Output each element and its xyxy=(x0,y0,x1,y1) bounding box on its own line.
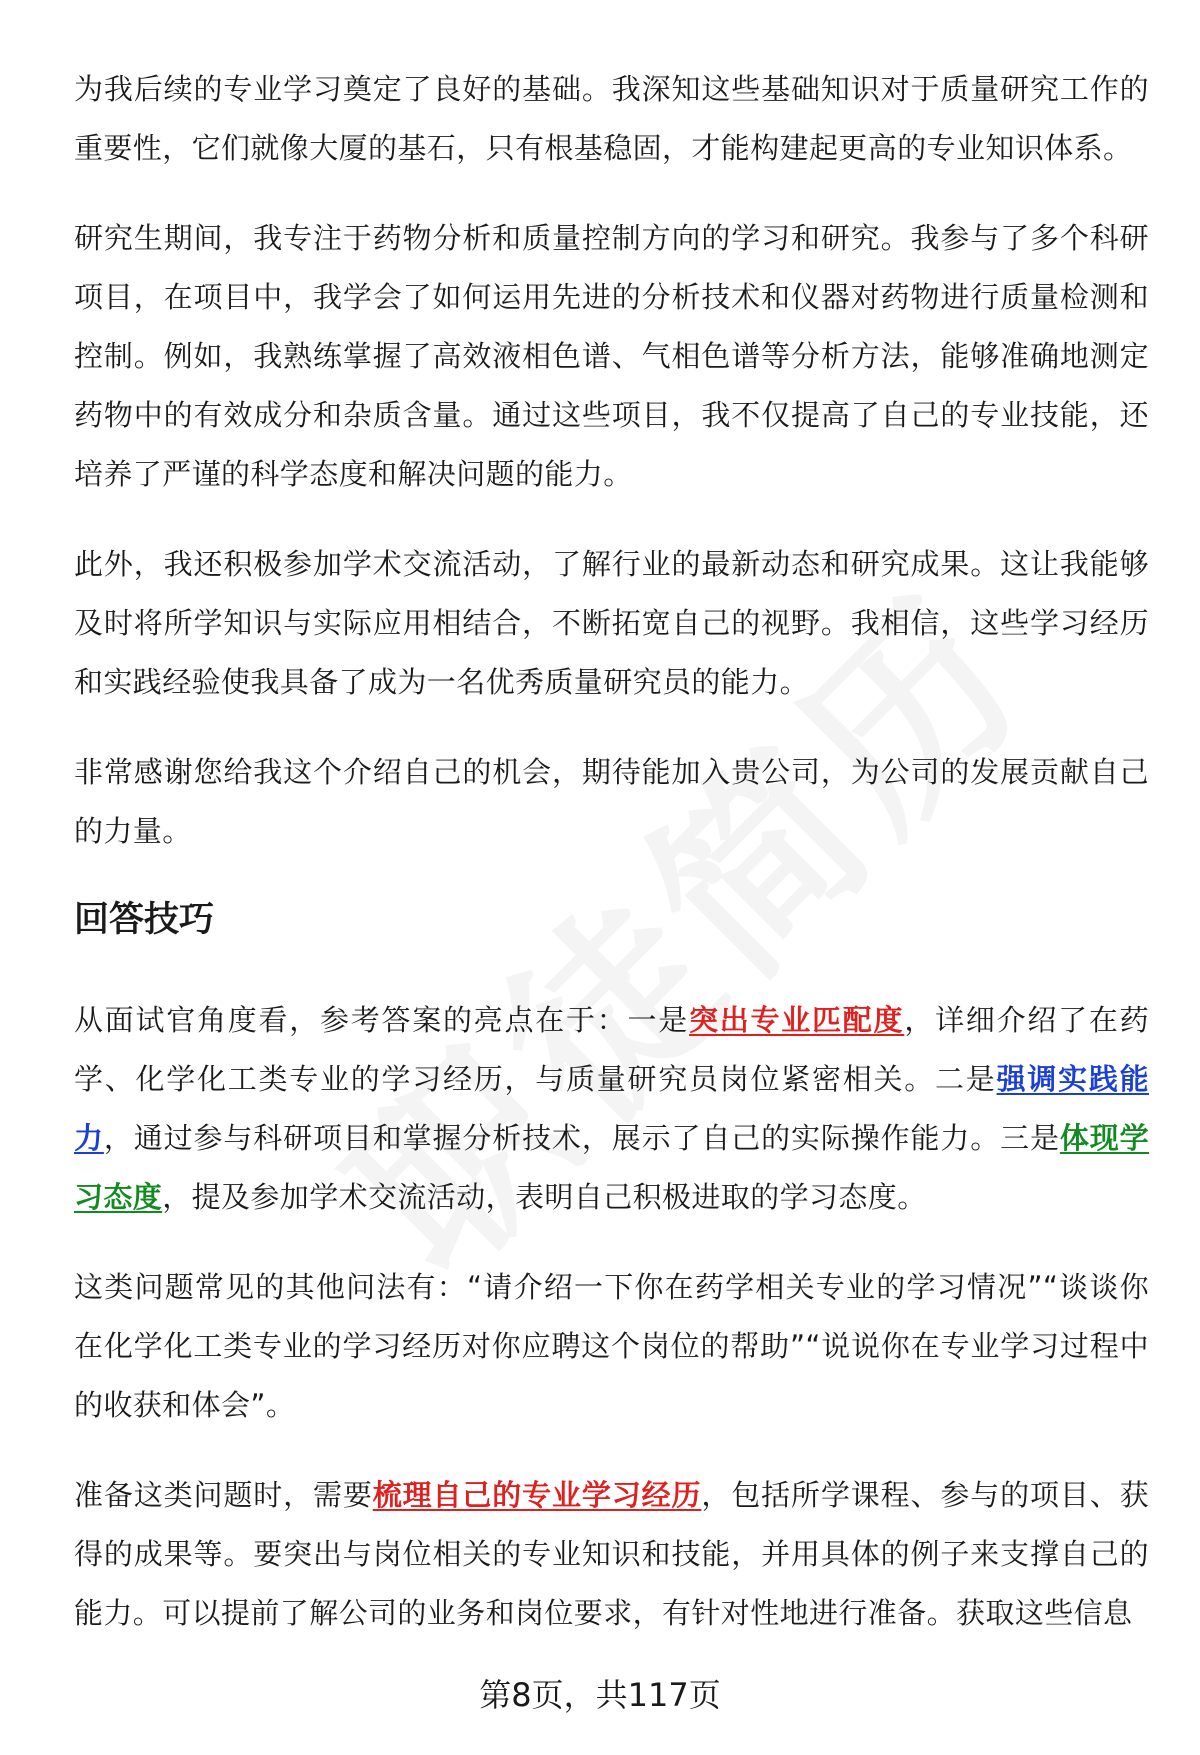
page-number: 第8页，共117页 xyxy=(479,1676,721,1714)
tips-text: ，通过参与科研项目和掌握分析技术，展示了自己的实际操作能力。三是 xyxy=(103,1121,1060,1155)
highlight-practical-ability: 强调实践能力 xyxy=(74,1062,1149,1155)
paragraph-academic-exchange: 此外，我还积极参加学术交流活动，了解行业的最新动态和研究成果。这让我能够及时将所学知识与实际应用相结合，不断拓宽自己的视野。我相信，这些学习经历和实践经验使我具备了成为一名优秀质量研究员的能力。 xyxy=(74,547,1149,699)
document-page xyxy=(74,60,1149,1674)
tips-paragraph-highlights xyxy=(74,991,1149,1227)
section-heading: 回答技巧 xyxy=(74,900,215,940)
highlight-learning-attitude: 体现学习态度 xyxy=(74,1121,1149,1214)
tips-text: 从面试官角度看，参考答案的亮点在于：一是 xyxy=(74,1003,690,1037)
paragraph-foundation: 为我后续的专业学习奠定了良好的基础。我深知这些基础知识对于质量研究工作的重要性，它们就像大厦的基石，只有根基稳固，才能构建起更高的专业知识体系。 xyxy=(74,72,1149,165)
tips-text: ，提及参加学术交流活动，表明自己积极进取的学习态度。 xyxy=(162,1180,927,1214)
paragraph-thanks: 非常感谢您给我这个介绍自己的机会，期待能加入贵公司，为公司的发展贡献自己的力量。 xyxy=(74,755,1149,848)
tips-text: ，详细介绍了在药学、化学化工类专业的学习经历，与质量研究员岗位紧密相关。二是 xyxy=(74,1003,1149,1096)
highlight-review-experience: 梳理自己的专业学习经历 xyxy=(372,1478,702,1512)
tips-paragraph-preparation xyxy=(74,1466,1149,1643)
tips-paragraph-other-questions: 这类问题常见的其他问法有：“请介绍一下你在药学相关专业的学习情况”“谈谈你在化学化工类专业的学习经历对你应聘这个岗位的帮助”“说说你在专业学习过程中的收获和体会”。 xyxy=(74,1270,1149,1422)
tips-text: ，包括所学课程、参与的项目、获得的成果等。要突出与岗位相关的专业知识和技能，并用具体的例子来支撑自己的能力。可以提前了解公司的业务和岗位要求，有针对性地进行准备。获取这些信息 xyxy=(74,1478,1149,1630)
tips-text: 准备这类问题时，需要 xyxy=(74,1478,373,1512)
paragraph-graduate-research: 研究生期间，我专注于药物分析和质量控制方向的学习和研究。我参与了多个科研项目，在项目中，我学会了如何运用先进的分析技术和仪器对药物进行质量检测和控制。例如，我熟练掌握了高效液相色谱、气相色谱等分析方法，能够准确地测定药物中的有效成分和杂质含量。通过这些项目，我不仅提高了自己的专业技能，还培养了严谨的科学态度和解决问题的能力。 xyxy=(74,221,1149,491)
highlight-professional-match: 突出专业匹配度 xyxy=(689,1003,905,1037)
